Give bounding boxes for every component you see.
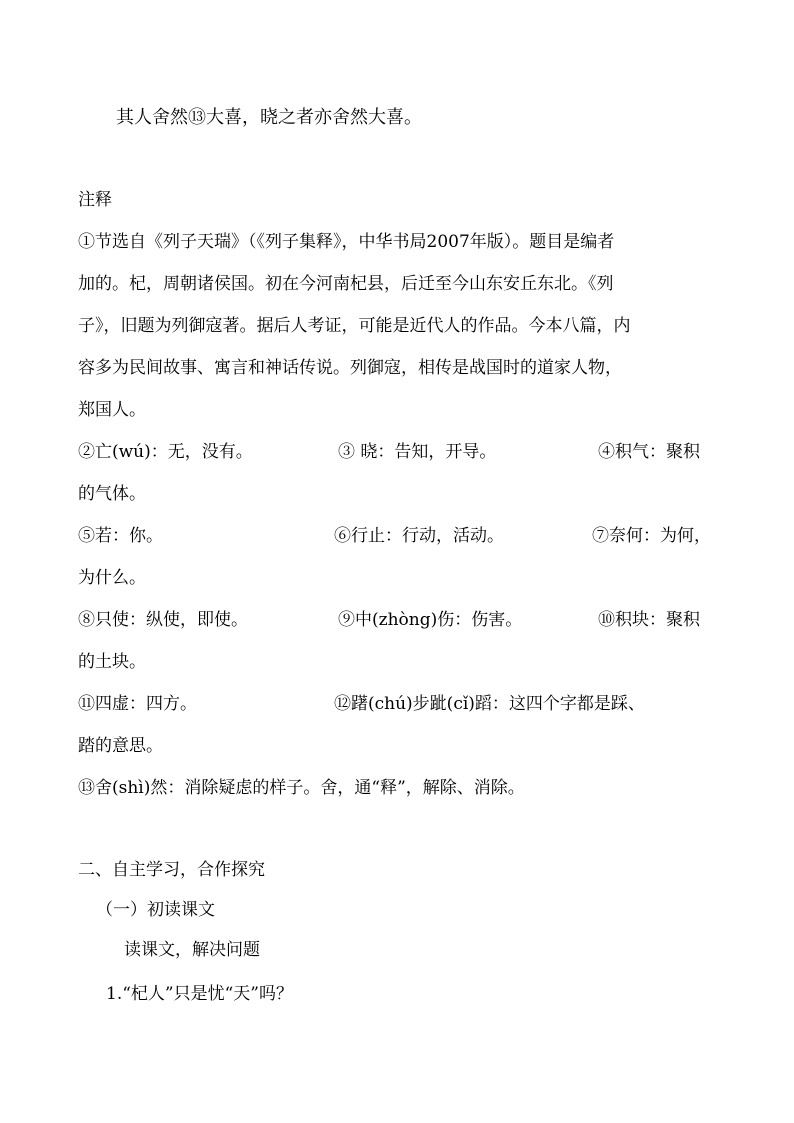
note-1-line-1: ①节选自《列子天瑞》（《列子集释》，中华书局2007年版）。题目是编者: [78, 232, 615, 252]
notes-heading: 注释: [78, 190, 112, 210]
note-12: ⑫躇(chú)步跐(cǐ)蹈：这四个字都是踩、: [334, 694, 645, 714]
note-1-line-5: 郑国人。: [78, 400, 146, 420]
question-1: 1.“杞人”只是忧“天”吗？: [106, 984, 293, 1004]
note-4: ④积气：聚积: [598, 442, 700, 462]
note-10-cont: 的土块。: [78, 652, 146, 672]
section-2-heading: 二、自主学习，合作探究: [78, 860, 265, 880]
note-7-cont: 为什么。: [78, 568, 146, 588]
note-1-line-2: 加的。杞，周朝诸侯国。初在今河南杞县，后迁至今山东安丘东北。《列: [78, 274, 614, 294]
section-2-subheading: （一）初读课文: [96, 900, 215, 920]
note-9: ⑨中(zhòng)伤：伤害。: [338, 610, 523, 630]
note-10: ⑩积块：聚积: [598, 610, 700, 630]
note-4-cont: 的气体。: [78, 484, 146, 504]
section-2-task: 读课文，解决问题: [124, 940, 260, 960]
note-3: ③ 晓：告知，开导。: [338, 442, 497, 462]
note-7: ⑦奈何：为何，: [592, 526, 711, 546]
note-1-line-3: 子》，旧题为列御寇著。据后人考证，可能是近代人的作品。今本八篇，内: [78, 316, 631, 336]
note-1-line-4: 容多为民间故事、寓言和神话传说。列御寇，相传是战国时的道家人物，: [78, 358, 622, 378]
note-12-cont: 踏的意思。: [78, 736, 163, 756]
note-5: ⑤若：你。: [78, 526, 163, 546]
intro-line: 其人舍然⑬大喜，晓之者亦舍然大喜。: [116, 107, 422, 128]
note-8: ⑧只使：纵使，即使。: [78, 610, 248, 630]
note-6: ⑥行止：行动，活动。: [334, 526, 504, 546]
note-11: ⑪四虚：四方。: [78, 694, 197, 714]
note-2: ②亡(wú)：无，没有。: [78, 442, 253, 462]
note-13: ⑬舍(shì)然：消除疑虑的样子。舍，通“释”，解除、消除。: [78, 778, 525, 798]
